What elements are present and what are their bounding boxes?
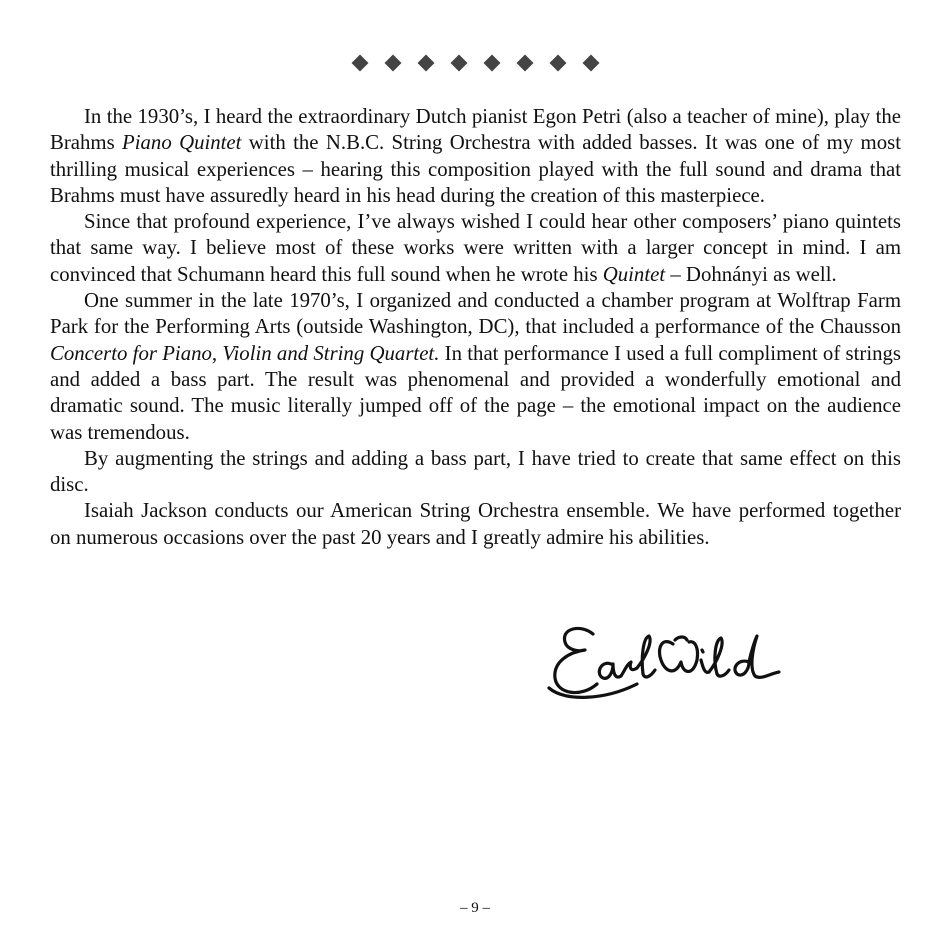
page-number: – 9 –	[460, 900, 490, 916]
paragraph	[50, 446, 901, 499]
body-text	[50, 104, 901, 551]
diamond-icon	[450, 55, 467, 72]
diamond-icon	[549, 55, 566, 72]
work-title: Concerto for Piano, Violin and String Quartet.	[50, 341, 440, 365]
paragraph-text: Isaiah Jackson conducts our American String Orchestra ensemble. We have performed together on numerous occasions over the past 20 years and I greatly admire his abilities.	[50, 499, 901, 549]
diamond-icon	[384, 55, 401, 72]
diamond-icon	[417, 55, 434, 72]
diamond-icon	[582, 55, 599, 72]
diamond-icon	[516, 55, 533, 72]
diamond-ornament-row	[0, 52, 950, 74]
paragraph	[50, 104, 901, 209]
paragraph	[50, 498, 901, 551]
diamond-icon	[483, 55, 500, 72]
paragraph-text: One summer in the late 1970’s, I organized and conducted a chamber program at Wolftrap Farm Park for the Performing Arts (outside Washington, DC), that included a performance of the Chausson	[50, 289, 901, 339]
paragraph-text: In that performance I used a full compliment of strings and added a bass part. The result was phenomenal and provided a wonderfully emotional and dramatic sound. The music literally jumped off of the page – the emotional impact on the audience was tremendous.	[50, 341, 901, 444]
work-title: Piano Quintet	[122, 131, 242, 155]
paragraph	[50, 209, 901, 288]
signature-earl-wild	[545, 618, 800, 708]
paragraph-text: – Dohnányi as well.	[665, 262, 837, 286]
paragraph	[50, 288, 901, 446]
work-title: Quintet	[602, 262, 666, 286]
paragraph-text: By augmenting the strings and adding a bass part, I have tried to create that same effect on this disc.	[50, 446, 901, 497]
diamond-icon	[351, 55, 368, 72]
paragraph-text: with the N.B.C. String Orchestra with added basses. It was one of my most thrilling musical experiences – hearing this composition played with the full sound and drama that Brahms must have assuredly heard in his head during the creation of this masterpiece.	[50, 131, 902, 207]
paragraph-text: Since that profound experience, I’ve always wished I could hear other composers’ piano quintets that same way. I believe most of these works were written with a larger concept in mind. I am convinced that Schumann heard this full sound when he wrote his	[50, 210, 901, 286]
paragraph-text: In the 1930’s, I heard the extraordinary Dutch pianist Egon Petri (also a teacher of mine), play the Brahms	[50, 105, 901, 155]
